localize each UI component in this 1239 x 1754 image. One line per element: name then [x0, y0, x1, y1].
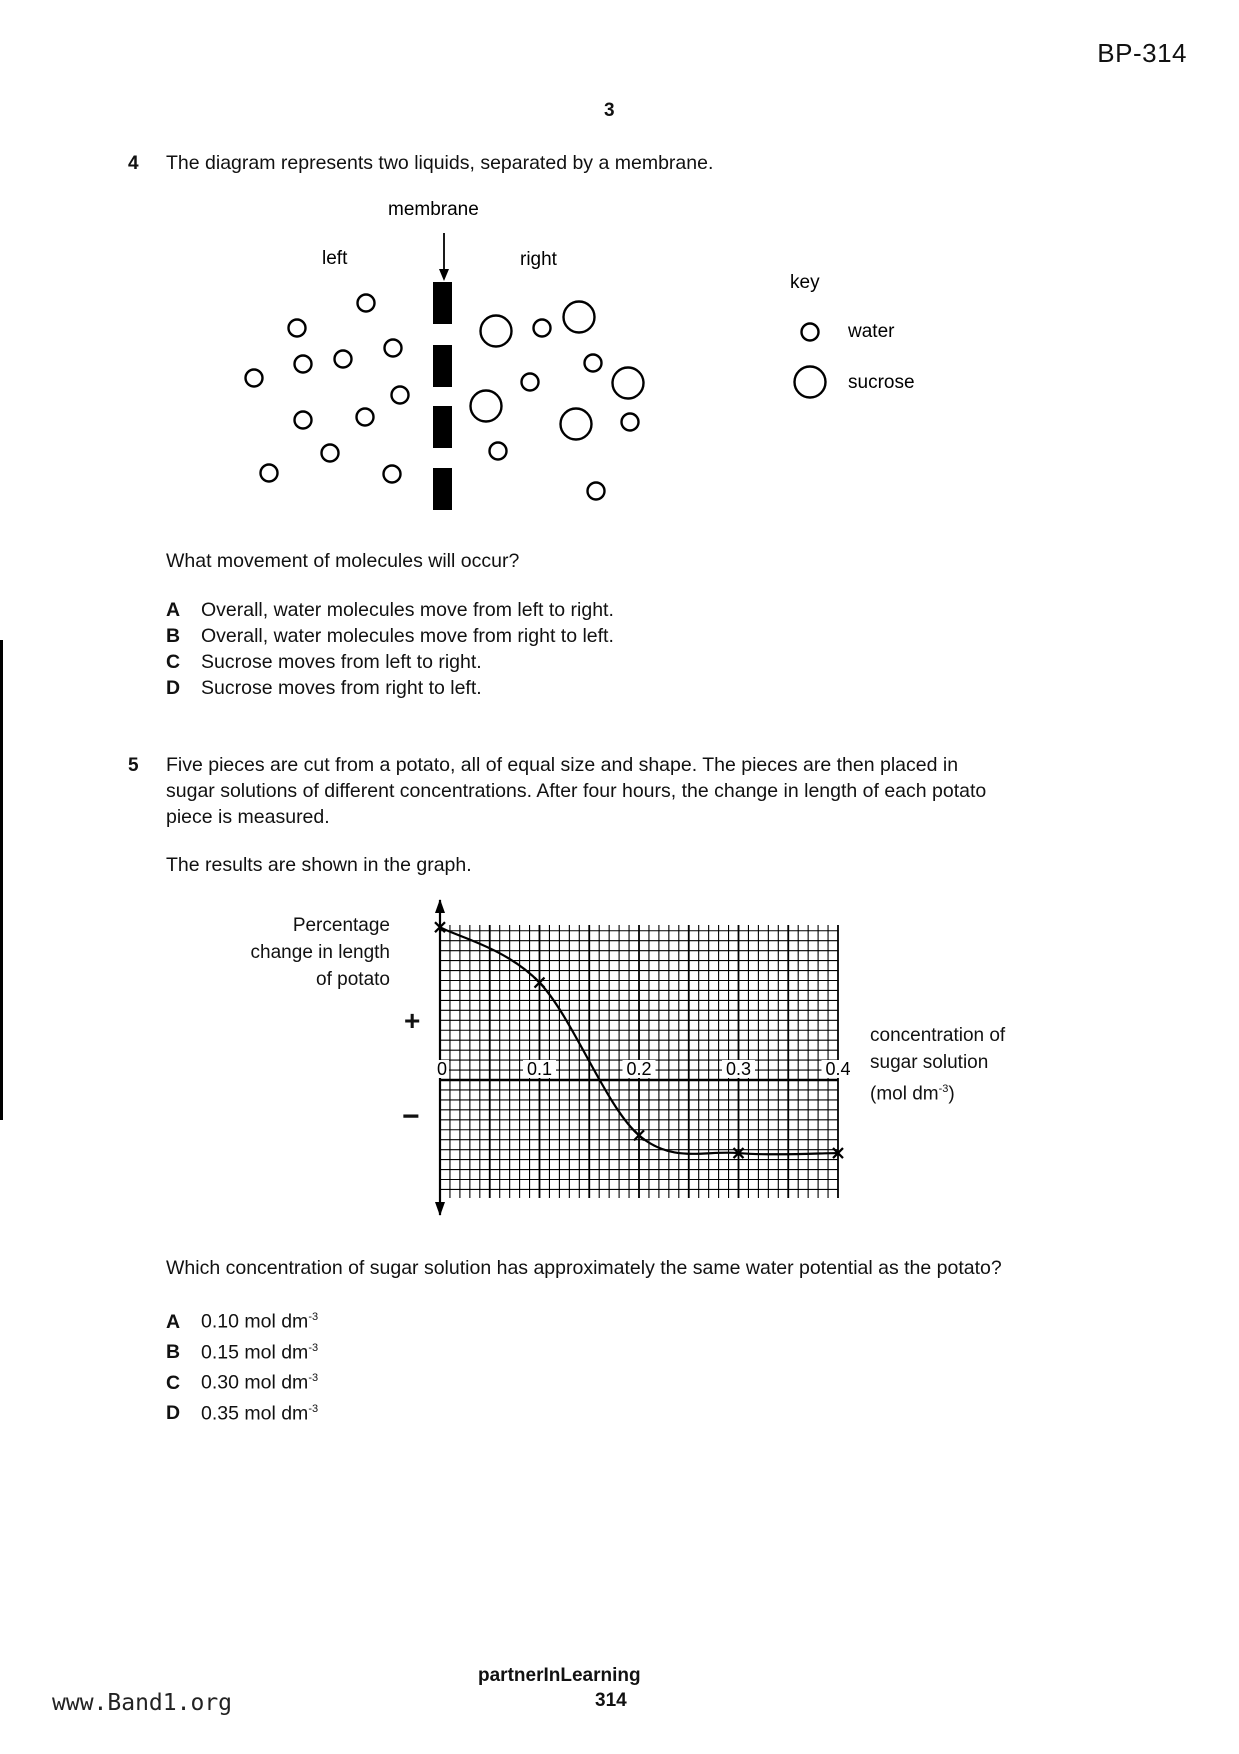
option-a[interactable]: A 0.10 mol $dm^{-3}$: [166, 1310, 319, 1333]
svg-text:0.4: 0.4: [825, 1059, 851, 1079]
graph-x-axis-label: concentration of sugar solution (mol $dm^{-3}$): [870, 1025, 1006, 1105]
page-number: 3: [604, 100, 615, 121]
y-axis-up-arrow-icon: [435, 899, 445, 913]
question-5-prompt: Which concentration of sugar solution has approximately the same water potential as the potato?: [166, 1257, 1002, 1279]
key-title: key: [790, 272, 820, 293]
key-water-symbol-icon: [802, 324, 819, 341]
question-4-number: 4: [128, 153, 139, 174]
option-a[interactable]: A Overall, water molecules move from left to right.: [166, 599, 614, 621]
option-b[interactable]: B 0.15 mol $dm^{-3}$: [166, 1341, 319, 1363]
svg-text:0.1: 0.1: [526, 1059, 553, 1079]
key-water-label: water: [848, 321, 895, 342]
membrane-label: membrane: [388, 199, 479, 220]
paper-code: BP-314: [1097, 38, 1187, 68]
question-5-stem: Five pieces are cut from a potato, all of equal size and shape. The pieces are then placed in sugar solutions of different concentrations. After four hours, the change in length of each potato piece is measured.: [166, 754, 987, 828]
x-tick-labels: [434, 1059, 855, 1079]
left-label: left: [322, 248, 348, 269]
results-intro: The results are shown in the graph.: [166, 854, 472, 876]
graph-y-axis-label: Percentage change in length of potato: [250, 915, 390, 990]
question-4-stem: The diagram represents two liquids, separated by a membrane.: [166, 152, 714, 174]
right-water-molecules: [490, 320, 639, 500]
key-sucrose-symbol-icon: [795, 367, 826, 398]
option-b[interactable]: B Overall, water molecules move from right to left.: [166, 625, 614, 647]
footer-page-number: 314: [595, 1690, 627, 1711]
question-4-prompt: What movement of molecules will occur?: [166, 550, 520, 572]
question-5-options: [166, 1304, 318, 1426]
svg-text:0: 0: [437, 1059, 448, 1079]
y-axis: [435, 899, 448, 1216]
svg-text:0.2: 0.2: [626, 1059, 652, 1079]
left-water-molecules: [246, 295, 409, 483]
potato-length-graph: [430, 895, 860, 1225]
right-label: right: [520, 249, 557, 270]
binding-edge-line: [0, 640, 3, 1120]
right-sucrose-molecules: [471, 302, 644, 440]
osmosis-diagram: [230, 195, 950, 525]
option-d[interactable]: D Sucrose moves from right to left.: [166, 677, 482, 699]
plus-sign: +: [404, 1005, 421, 1036]
membrane: [433, 282, 452, 510]
option-c[interactable]: C 0.30 mol $dm^{-3}$: [166, 1371, 319, 1394]
membrane-arrow: [439, 233, 449, 281]
key-sucrose-label: sucrose: [848, 372, 915, 393]
svg-text:0.3: 0.3: [725, 1059, 752, 1079]
question-5-number: 5: [128, 755, 139, 776]
option-c[interactable]: C Sucrose moves from left to right.: [166, 651, 482, 673]
footer-site-link[interactable]: www.Band1.org: [52, 1690, 233, 1716]
y-axis-down-arrow-icon: [435, 1202, 445, 1216]
minus-sign: −: [402, 1100, 420, 1133]
question-4-options: [166, 597, 614, 701]
footer-brand: partnerInLearning: [478, 1665, 641, 1686]
option-d[interactable]: D 0.35 mol $dm^{-3}$: [166, 1402, 319, 1424]
